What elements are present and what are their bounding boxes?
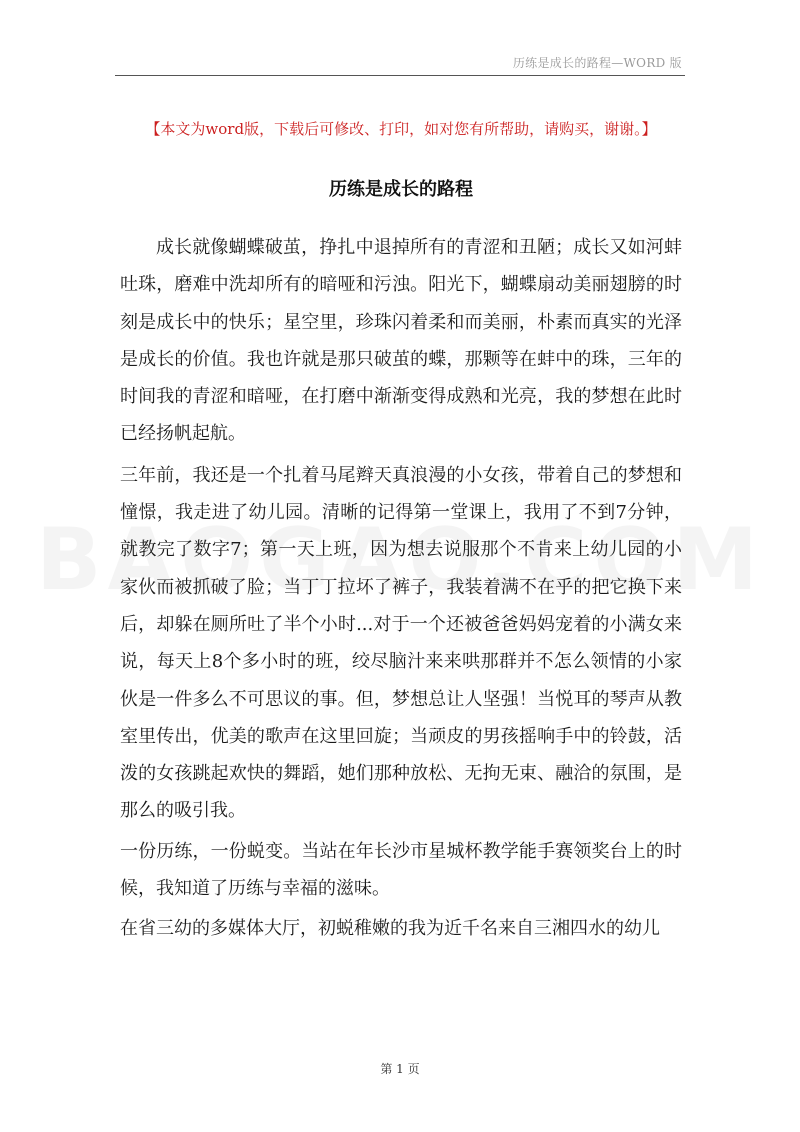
header-divider <box>115 75 685 76</box>
paragraph: 在省三幼的多媒体大厅，初蜕稚嫩的我为近千名来自三湘四水的幼儿 <box>120 918 660 940</box>
download-notice: 【本文为word版，下载后可修改、打印，如对您有所帮助，请购买，谢谢。】 <box>145 120 657 138</box>
document-body <box>120 229 682 951</box>
running-header: 历练是成长的路程—WORD 版 <box>512 56 682 70</box>
paragraph: 一份历练，一份蜕变。当站在年长沙市星城杯教学能手赛领奖台上的时候，我知道了历练与幸福的滋味。 <box>120 840 682 900</box>
paragraph: 成长就像蝴蝶破茧，挣扎中退掉所有的青涩和丑陋；成长又如河蚌吐珠，磨难中洗却所有的暗哑和污浊。阳光下，蝴蝶扇动美丽翅膀的时刻是成长中的快乐；星空里，珍珠闪着柔和而美丽，朴素而真实的光泽是成长的价值。我也许就是那只破茧的蝶，那颗等在蚌中的珠，三年的时间我的青涩和暗哑，在打磨中渐渐变得成熟和光亮，我的梦想在此时已经扬帆起航。 <box>120 237 682 445</box>
document-title: 历练是成长的路程 <box>329 179 473 200</box>
page-number: 第 1 页 <box>380 1062 420 1076</box>
paragraph: 三年前，我还是一个扎着马尾辫天真浪漫的小女孩，带着自己的梦想和憧憬，我走进了幼儿园。清晰的记得第一堂课上，我用了不到7分钟，就教完了数字7；第一天上班，因为想去说服那个不肯来上幼儿园的小家伙而被抓破了脸；当丁丁拉坏了裤子，我装着满不在乎的把它换下来后，却躲在厕所吐了半个小时...对于一个还被爸爸妈妈宠着的小满女来说，每天上8个多小时的班，绞尽脑汁来来哄那群并不怎么领情的小家伙是一件多么不可思议的事。但，梦想总让人坚强！当悦耳的琴声从教室里传出，优美的歌声在这里回旋；当顽皮的男孩摇响手中的铃鼓，活泼的女孩跳起欢快的舞蹈，她们那种放松、无拘无束、融洽的氛围，是那么的吸引我。 <box>120 464 682 822</box>
